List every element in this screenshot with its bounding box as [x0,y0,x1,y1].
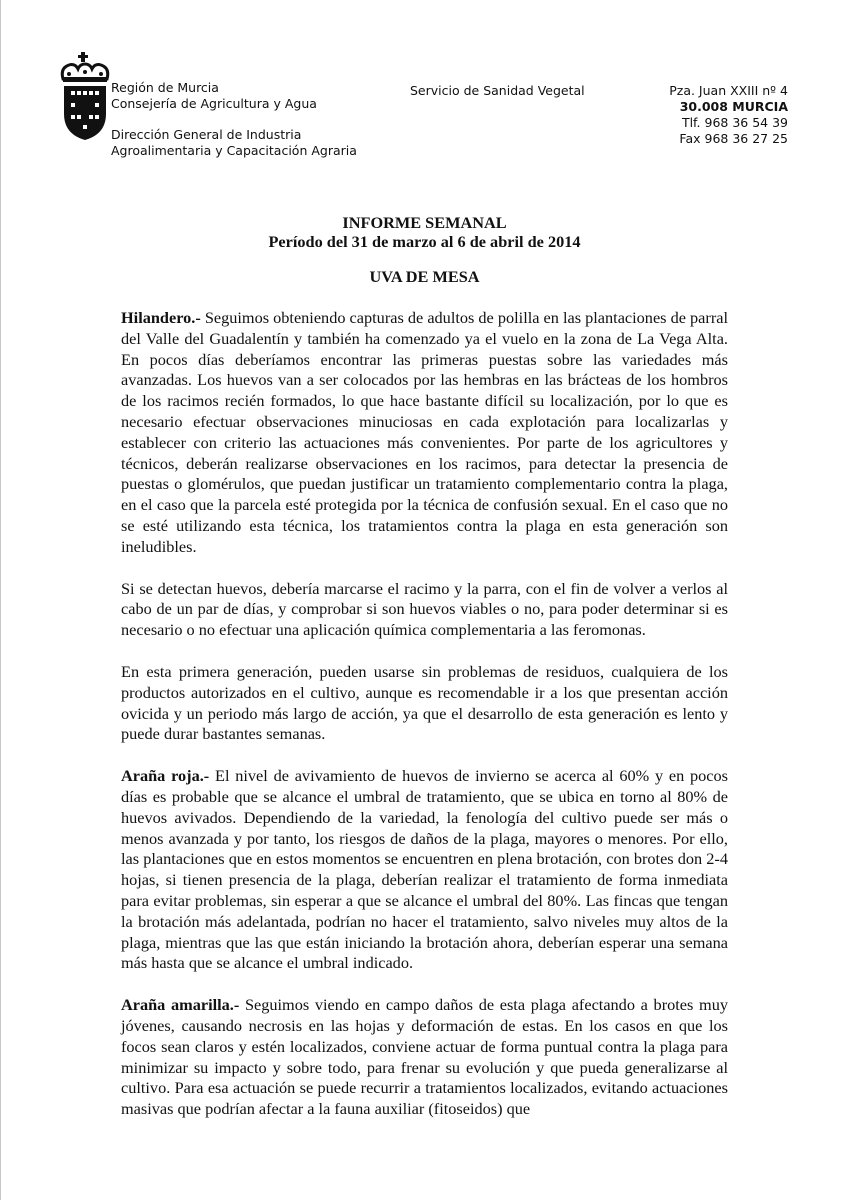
department-name: Consejería de Agricultura y Agua [111,96,317,111]
address-fax: Fax 968 36 27 25 [679,131,788,146]
paragraph-heading: Hilandero.- [121,308,201,327]
paragraph-heading: Araña amarilla.- [121,995,240,1015]
directorate-line-1: Dirección General de Industria [111,127,302,142]
service-name: Servicio de Sanidad Vegetal [410,83,585,98]
address-street: Pza. Juan XXIII nº 4 [669,83,788,98]
region-name: Región de Murcia [111,80,219,95]
paragraph-hilandero [121,308,728,558]
report-period: Período del 31 de marzo al 6 de abril de 2014 [268,232,581,251]
paragraph-primera-generacion [121,662,728,745]
paragraph-text: En esta primera generación, pueden usarse sin problemas de residuos, cualquiera de los productos autorizados en el cultivo, aunque es recomendable ir a los que presentan acción ovicida y un periodo más largo de acción, ya que el desarrollo de esta generación es lento y puede durar bastantes semanas. [121,661,728,744]
paragraph-arana-amarilla [121,995,728,1120]
paragraph-text: Si se detectan huevos, debería marcarse el racimo y la parra, con el fin de volver a verlos al cabo de un par de días, y comprobar si son huevos viables o no, para poder determinar si es necesario o no efectuar una aplicación química complementaria a las feromonas. [121,578,728,640]
report-titles [121,213,728,286]
region-crest-logo [60,52,110,140]
directorate-block [111,127,357,159]
address-city: 30.008 MURCIA [679,99,788,114]
report-body [121,308,728,1141]
organization-block [111,80,317,112]
paragraph-huevos [121,579,728,641]
paragraph-heading: Araña roja.- [121,766,210,786]
directorate-line-2: Agroalimentaria y Capacitación Agraria [111,143,357,158]
page-edge-line [0,0,1,1200]
paragraph-text: Seguimos obteniendo capturas de adultos de polilla en las plantaciones de parral del Valle del Guadalentín y también ha comenzado ya el vuelo en la zona de La Vega Alta. En pocos días deberíamos encontrar las primeras puestas sobre las variedades más avanzadas. Los huevos van a ser colocados por las hembras en las brácteas de los hombros de los racimos recién formados, lo que hace bastante difícil su localización, por lo que es necesario efectuar observaciones minuciosas en cada explotación para localizarlas y establecer con criterio las actuaciones más convenientes. Por parte de los agricultores y técnicos, deberán realizarse observaciones en los racimos, para detectar la presencia de puestas o glomérulos, que puedan justificar un tratamiento complementario contra la plaga, en el caso que la parcela esté protegida por la técnica de confusión sexual. En el caso que no se esté utilizando esta técnica, los tratamientos contra la plaga en esta generación son ineludibles. [121,308,728,556]
section-title: UVA DE MESA [369,267,480,286]
address-phone: Tlf. 968 36 54 39 [681,115,788,130]
report-title: INFORME SEMANAL [342,213,507,232]
paragraph-text: El nivel de avivamiento de huevos de invierno se acerca al 60% y en pocos días es probable que se alcance el umbral de tratamiento, que se ubica en torno al 80% de huevos avivados. Dependiendo de la variedad, la fenología del cultivo puede ser más o menos avanzada y por tanto, los riesgos de daños de la plaga, mayores o menores. Por ello, las plantaciones que en estos momentos se encuentren en plena brotación, con brotes don 2-4 hojas, si tienen presencia de la plaga, deberían realizar el tratamiento de forma inmediata para evitar problemas, sin esperar a que se alcance el umbral del 80%. Las fincas que tengan la brotación más adelantada, podrían no hacer el tratamiento, salvo niveles muy altos de la plaga, mientras que las que están iniciando la brotación ahora, deberían esperar una semana más hasta que se alcance el umbral indicado. [121,766,728,973]
paragraph-arana-roja [121,766,728,974]
address-block [669,83,788,147]
paragraph-text: Seguimos viendo en campo daños de esta plaga afectando a brotes muy jóvenes, causando necrosis en las hojas y deformación de estas. En los casos en que los focos sean claros y estén localizados, conviene actuar de forma puntual contra la plaga para minimizar su impacto y sobre todo, para frenar su evolución y que pueda generalizarse al cultivo. Para esa actuación se puede recurrir a tratamientos localizados, evitando actuaciones masivas que podrían afectar a la fauna auxiliar (fitoseidos) que [121,995,728,1119]
